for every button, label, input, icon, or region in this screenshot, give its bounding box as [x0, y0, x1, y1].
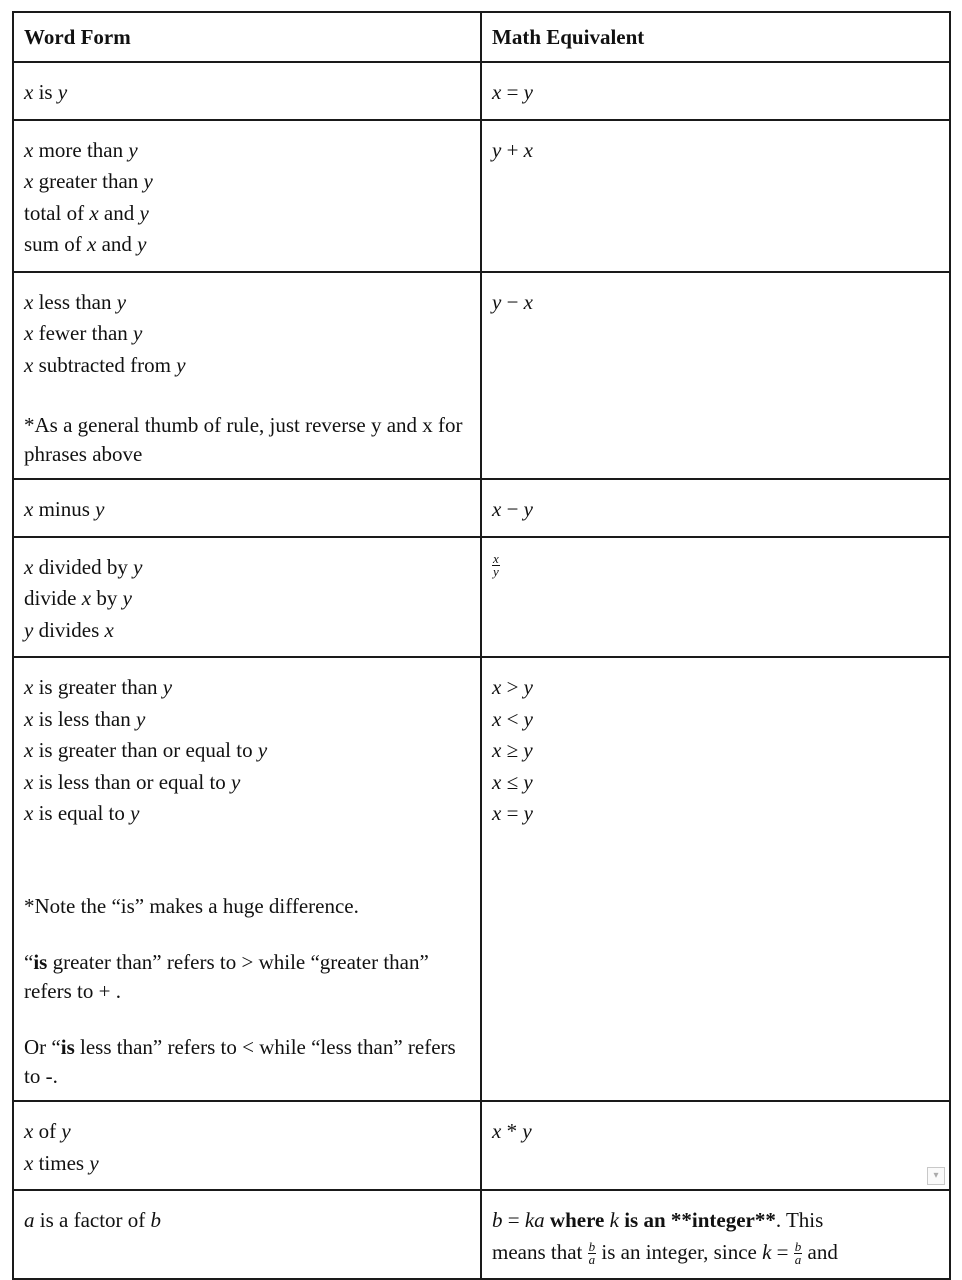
phrase-text: < [501, 706, 524, 731]
math-variable: x [24, 1119, 34, 1143]
word-cell [13, 1101, 481, 1190]
math-cell [481, 479, 950, 537]
math-variable: x [24, 80, 34, 104]
phrase-text: is a factor of [34, 1208, 151, 1232]
note-text [24, 948, 470, 1005]
fraction [492, 553, 500, 578]
text-line [492, 1205, 939, 1237]
text-line [24, 198, 470, 230]
phrase-text: and [96, 232, 138, 256]
math-variable: x [24, 289, 34, 314]
math-variable: x [24, 169, 34, 193]
phrase-text: total of [24, 200, 90, 225]
math-variable: y [162, 675, 173, 699]
math-variable: x [24, 497, 34, 521]
text-line [24, 166, 470, 198]
phrase-text: subtracted from [33, 352, 177, 377]
text-line [24, 229, 470, 261]
phrase-text: is greater than or equal to [33, 738, 258, 762]
math-variable: x [492, 80, 502, 104]
phrase-text: = [501, 801, 524, 825]
math-variable: x [24, 352, 34, 377]
math-variable: y [522, 1119, 532, 1143]
text-line [492, 135, 939, 167]
phrase-text: where [544, 1208, 610, 1232]
phrase-text: by [91, 586, 123, 610]
header-math-equivalent: Math Equivalent [481, 12, 950, 62]
phrase-text: ≤ [501, 769, 524, 794]
fraction [588, 1241, 597, 1266]
phrase-text: is less than [33, 706, 136, 731]
math-cell [481, 62, 950, 120]
math-cell [481, 537, 950, 658]
table-header-row [13, 12, 950, 62]
table-row [13, 1190, 950, 1279]
table-row [13, 120, 950, 272]
text-line [24, 1205, 470, 1237]
text-line [492, 1237, 939, 1269]
phrase-text: less than [33, 289, 117, 314]
note-bold: is [60, 1035, 75, 1059]
text-line [24, 583, 470, 615]
fraction-numerator: b [588, 1239, 596, 1255]
text-line [492, 1116, 939, 1148]
math-variable: a [24, 1208, 35, 1232]
spacer [24, 1005, 470, 1033]
word-cell [13, 120, 481, 272]
math-variable: y [133, 321, 143, 345]
note-open: “ [24, 950, 34, 974]
phrase-text: + [501, 137, 524, 162]
phrase-text: divided by [33, 554, 134, 579]
phrase-text: − [501, 289, 524, 314]
text-line [492, 287, 939, 319]
chevron-down-icon[interactable]: ▾ [927, 1167, 945, 1185]
math-cell [481, 272, 950, 480]
phrase-text: is [33, 80, 58, 104]
table-row [13, 479, 950, 537]
phrase-text: divide [24, 586, 82, 610]
phrase-text: more than [33, 137, 129, 162]
note-bold: is [33, 950, 48, 974]
note-text [24, 1033, 470, 1090]
table-row [13, 657, 950, 1101]
math-variable: k [762, 1239, 772, 1264]
text-line [492, 798, 939, 830]
fraction-numerator: b [794, 1239, 802, 1255]
phrase-text: and [98, 200, 140, 225]
phrase-text: = [502, 1208, 525, 1232]
phrase-text: greater than [33, 169, 144, 193]
word-math-table [12, 11, 951, 1280]
word-cell [13, 479, 481, 537]
math-variable: y [57, 80, 68, 104]
text-line [24, 1116, 470, 1148]
math-variable: y [130, 801, 140, 825]
text-line [24, 77, 470, 109]
math-cell [481, 657, 950, 1101]
math-variable: x [81, 586, 92, 610]
word-cell [13, 537, 481, 658]
math-variable: x [24, 675, 34, 699]
text-line [492, 735, 939, 767]
math-variable: y [523, 497, 533, 521]
text-line [24, 672, 470, 704]
math-variable: x [24, 769, 34, 794]
phrase-text: is greater than [33, 675, 163, 699]
text-line [24, 767, 470, 799]
math-variable: y [523, 801, 533, 825]
note-text: *Note the “is” makes a huge difference. [24, 893, 359, 918]
phrase-text: minus [33, 497, 96, 521]
math-variable: y [95, 497, 105, 521]
header-word-form: Word Form [13, 12, 481, 62]
math-variable: y [139, 200, 149, 225]
table-row [13, 62, 950, 120]
math-variable: k [609, 1208, 619, 1232]
math-variable: x [104, 617, 114, 642]
text-line [24, 735, 470, 767]
math-variable: y [257, 738, 268, 762]
math-variable: y [133, 554, 143, 579]
math-variable: x [24, 1150, 34, 1175]
math-cell [481, 1190, 950, 1279]
text-line [24, 798, 470, 830]
phrase-text: = [501, 80, 524, 104]
word-cell [13, 657, 481, 1101]
math-variable: y [176, 352, 186, 377]
text-line [24, 135, 470, 167]
math-variable: x [492, 769, 502, 794]
text-line [492, 77, 939, 109]
spacer [24, 920, 470, 948]
phrase-text: of [33, 1119, 62, 1143]
note-text: *As a general thumb of rule, just reverse y and x for phrases above [24, 413, 463, 466]
table-row [13, 537, 950, 658]
math-variable: x [89, 200, 99, 225]
fraction [794, 1241, 803, 1266]
spacer [24, 381, 470, 411]
text-line [492, 767, 939, 799]
table-row [13, 1101, 950, 1190]
word-cell [13, 62, 481, 120]
word-cell [13, 1190, 481, 1279]
phrase-text: is an **integer** [618, 1208, 776, 1232]
fraction-denominator: y [493, 564, 499, 580]
math-variable: y [128, 137, 138, 162]
phrase-text: times [33, 1150, 90, 1175]
text-line [24, 318, 470, 350]
math-variable: x [87, 232, 97, 256]
math-variable: x [24, 801, 34, 825]
text-line [24, 615, 470, 647]
math-variable: y [523, 769, 533, 794]
math-variable: ka [524, 1208, 545, 1232]
math-variable: y [492, 289, 502, 314]
math-variable: x [24, 554, 34, 579]
math-variable: x [24, 137, 34, 162]
fraction-denominator: a [588, 1252, 596, 1268]
phrase-text: and [802, 1239, 838, 1264]
math-variable: x [492, 497, 502, 521]
phrase-text: ≥ [501, 738, 524, 762]
math-variable: y [523, 80, 533, 104]
fraction-denominator: a [794, 1252, 802, 1268]
phrase-text: is equal to [33, 801, 131, 825]
math-variable: x [24, 738, 34, 762]
math-variable: y [61, 1119, 71, 1143]
note-rest: less than” refers to < while “less than” refers to -. [24, 1035, 456, 1088]
math-variable: y [523, 738, 533, 762]
math-variable: y [116, 289, 127, 314]
text-line [492, 494, 939, 526]
phrase-text: * [501, 1119, 523, 1143]
text-line [492, 552, 939, 579]
math-variable: y [136, 706, 146, 731]
text-line [24, 287, 470, 319]
math-variable: x [492, 675, 502, 699]
fraction-numerator: x [493, 551, 499, 567]
text-line [24, 350, 470, 382]
math-variable: y [24, 617, 34, 642]
phrase-text: divides [33, 617, 105, 642]
phrase-text: means that [492, 1239, 588, 1264]
text-line [24, 1148, 470, 1180]
phrase-text: sum of [24, 232, 87, 256]
note-rest: greater than” refers to > while “greater than” refers to + . [24, 950, 429, 1003]
math-variable: x [492, 706, 502, 731]
math-cell [481, 120, 950, 272]
math-variable: y [89, 1150, 99, 1175]
math-variable: y [137, 232, 147, 256]
math-variable: x [492, 801, 502, 825]
text-line [24, 494, 470, 526]
phrase-text: = [771, 1239, 794, 1264]
word-cell [13, 272, 481, 480]
math-variable: y [143, 169, 153, 193]
phrase-text: . This [775, 1208, 824, 1232]
math-cell [481, 1101, 950, 1190]
phrase-text: is an integer, since [596, 1239, 763, 1264]
math-variable: y [231, 769, 241, 794]
text-line [24, 552, 470, 584]
math-variable: y [523, 675, 533, 699]
math-variable: y [523, 706, 533, 731]
math-variable: b [150, 1208, 162, 1232]
text-line [492, 672, 939, 704]
phrase-text: fewer than [33, 321, 134, 345]
phrase-text: is less than or equal to [33, 769, 232, 794]
math-variable: x [24, 321, 34, 345]
table-row [13, 272, 950, 480]
math-variable: y [492, 137, 502, 162]
spacer [24, 830, 470, 892]
note-open: Or “ [24, 1035, 61, 1059]
phrase-text: > [501, 675, 524, 699]
text-line [24, 704, 470, 736]
math-variable: b [492, 1208, 503, 1232]
math-variable: x [492, 738, 502, 762]
math-variable: x [523, 137, 533, 162]
text-line [492, 704, 939, 736]
phrase-text: − [501, 497, 524, 521]
math-variable: x [492, 1119, 502, 1143]
math-variable: x [24, 706, 34, 731]
math-variable: y [122, 586, 132, 610]
math-variable: x [523, 289, 533, 314]
